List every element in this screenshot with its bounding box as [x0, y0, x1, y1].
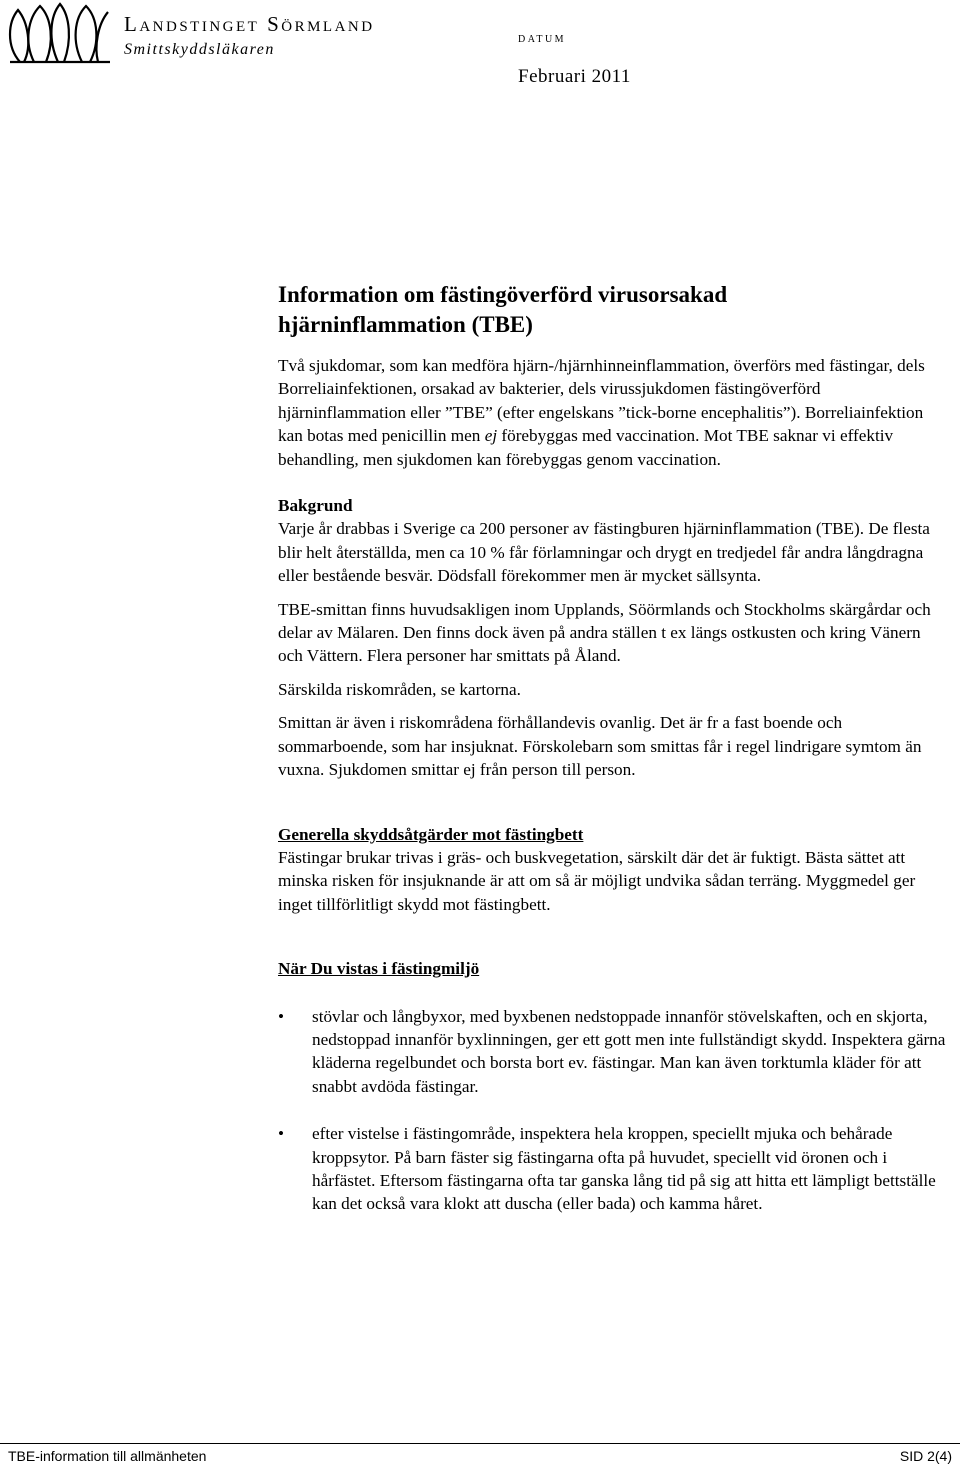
intro-emphasis: ej: [484, 426, 498, 446]
list-item-text: stövlar och långbyxor, med byxbenen nedstoppade innanför stövelskaften, och en skjorta, nedstoppad innanför byxlinningen, ger ett gott men inte fullständigt skydd. Inspektera gärna kläderna regelbundet och borsta bort ev. fästingar. Man kan även torktumla kläder för att snabbt avdöda fästingar.: [312, 1006, 946, 1096]
organization-name: Landstinget Sörmland: [124, 12, 375, 36]
footer-document-title: TBE-information till allmänheten: [8, 1448, 207, 1464]
intro-text-part-1: Två sjukdomar, som kan medföra hjärn-/hjärnhinneinflammation, överförs med fästingar, dels Borreliainfektionen, orsakad av bakterier, dels virussjukdomen fästingöverförd hjärninflammation eller ”TBE” (efter engelskans ”tick-borne encephalitis”). Borreliainfektion kan botas med penicillin men: [278, 356, 925, 446]
date-label: DATUM: [518, 34, 567, 45]
bullet-icon: •: [278, 1006, 285, 1026]
protection-heading: Generella skyddsåtgärder mot fästingbett: [278, 824, 584, 844]
intro-paragraph: [278, 354, 948, 471]
list-item: [278, 1005, 948, 1099]
footer-divider: [0, 1443, 960, 1444]
background-heading: Bakgrund: [278, 496, 353, 516]
tulip-crown-logo-icon: [2, 2, 114, 66]
organization-unit: Smittskyddsläkaren: [124, 41, 275, 58]
background-paragraph-3: Särskilda riskområden, se kartorna.: [278, 679, 521, 699]
list-item-text: efter vistelse i fästingområde, inspektera hela kroppen, speciellt mjuka och behårade kroppsytor. På barn fäster sig fästingarna ofta på huvudet, speciellt vid öronen och i hårfästet. Eftersom fästingarna ofta tar ganska lång tid på sig att hitta ett lämpligt bettställe kan det också vara klokt att duscha (eller bada) och kamma håret.: [312, 1124, 936, 1214]
background-paragraph-2: TBE-smittan finns huvudsakligen inom Upplands, Söörmlands och Stockholms skärgårdar och delar av Mälaren. Den finns dock även på andra ställen t ex längs ostkusten och kring Vänern och Vättern. Flera personer har smittats på Åland.: [278, 599, 931, 666]
list-item: [278, 1122, 948, 1216]
protection-paragraph: Fästingar brukar trivas i gräs- och buskvegetation, särskilt där det är fuktigt. Bästa sättet att minska risken för insjuknande är att om så är möjligt undvika sådan terräng. Myggmedel ger inget tillförlitligt skydd mot fästingbett.: [278, 847, 916, 914]
bullet-icon: •: [278, 1124, 285, 1144]
document-body: [278, 280, 948, 1216]
date-value: Februari 2011: [518, 66, 631, 87]
document-title: Information om fästingöverförd virusorsakad hjärninflammation (TBE): [278, 282, 728, 337]
background-paragraph-4: Smittan är även i riskområdena förhållandevis ovanlig. Det är fr a fast boende och sommarboende, som har insjuknat. Förskolebarn som smittas får i regel lindrigare symtom än vuxna. Sjukdomen smittar ej från person till person.: [278, 713, 922, 780]
intro-text-part-2: förebyggas med vaccination. Mot TBE saknar vi effektiv behandling, men sjukdomen kan förebyggas genom vaccination.: [278, 426, 894, 469]
background-paragraph-1: Varje år drabbas i Sverige ca 200 personer av fästingburen hjärninflammation (TBE). De flesta blir helt återställda, men ca 10 % får förlamningar och drygt en tredjedel får andra långdragna eller bestående besvär. Dödsfall förekommer men är mycket sällsynta.: [278, 519, 930, 586]
tick-environment-list: [278, 1005, 948, 1216]
tick-environment-heading: När Du vistas i fästingmiljö: [278, 959, 480, 979]
page-number: SID 2(4): [899, 1448, 952, 1464]
